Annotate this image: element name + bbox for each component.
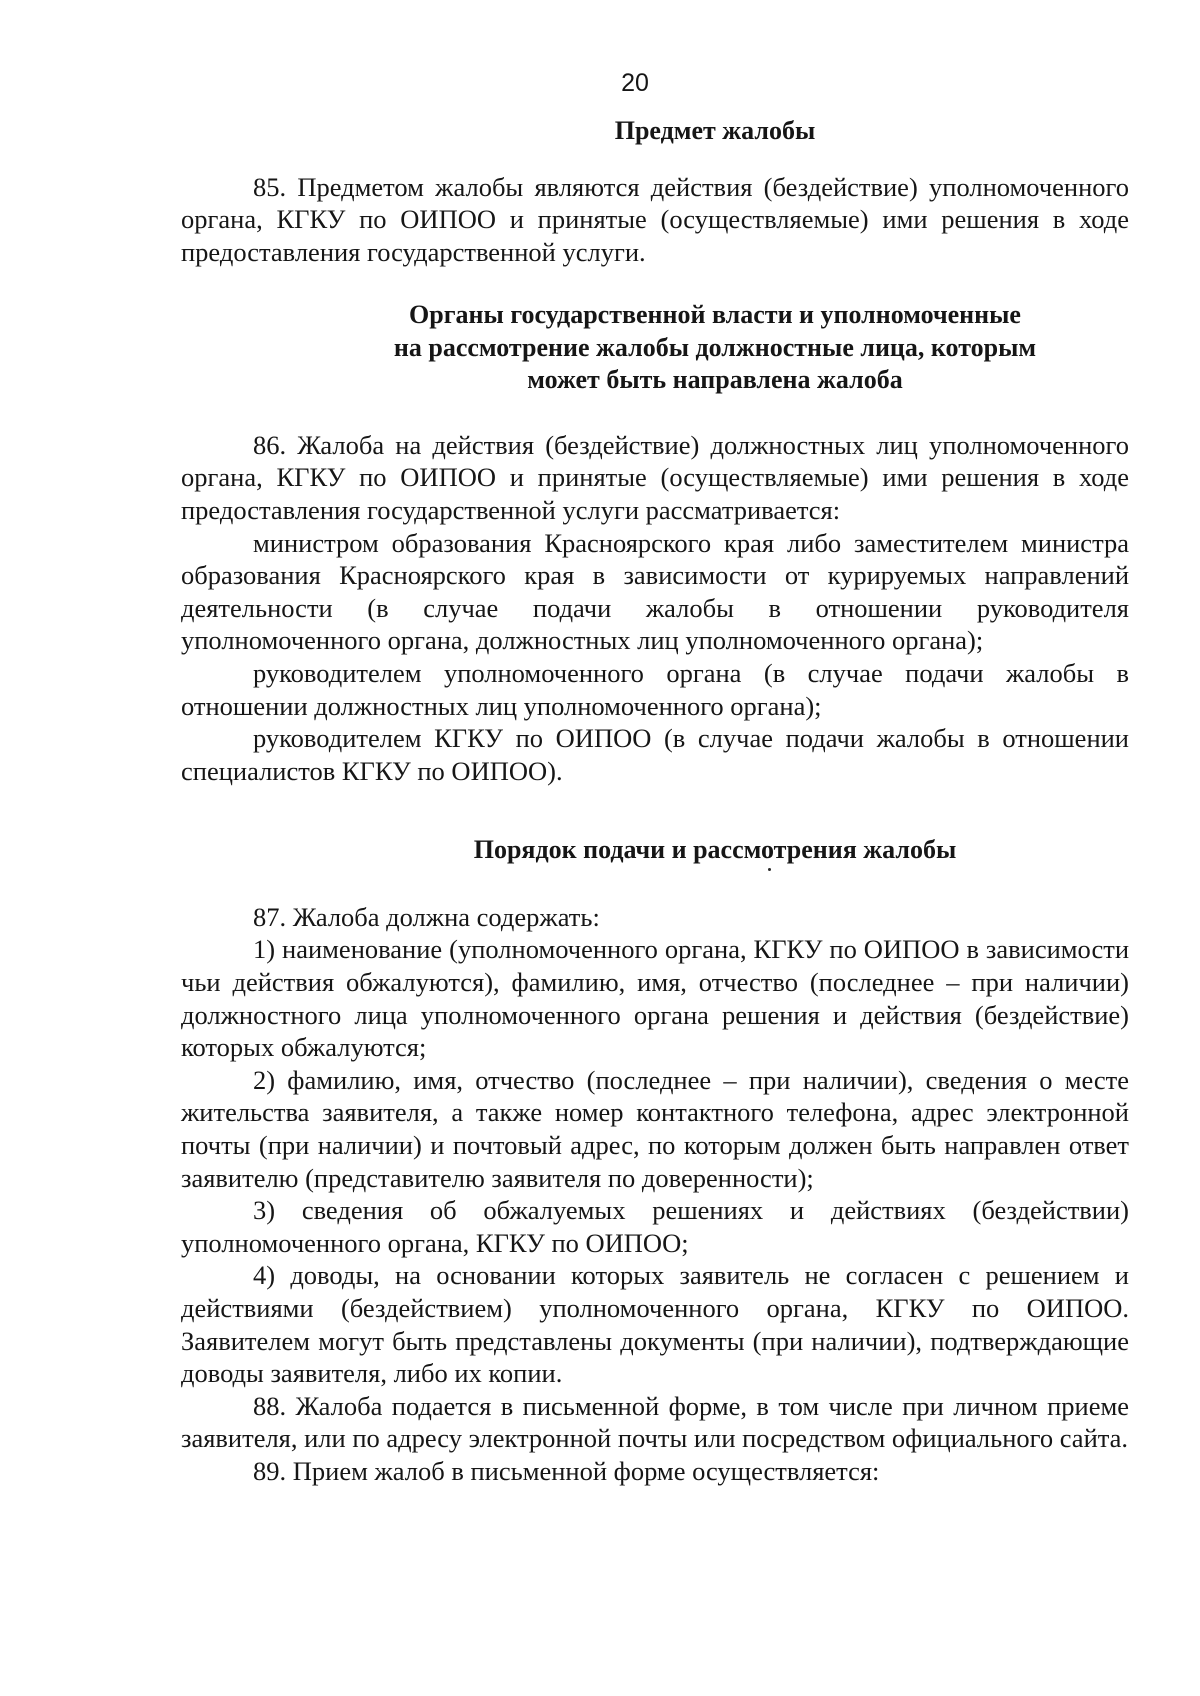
page-number: 20 <box>621 69 649 97</box>
heading-line: Органы государственной власти и уполномоченные <box>409 300 1021 330</box>
paragraph-86-minister: министром образования Красноярского края либо заместителем министра образования Красноярского края в зависимости от курируемых направлений деятельности (в случае подачи жалобы в отношении руководителя уполномоченного органа, должностных лиц уполномоченного органа); <box>181 527 1129 656</box>
paragraph-86-head-authority: руководителем уполномоченного органа (в случае подачи жалобы в отношении должностных лиц уполномоченного органа); <box>181 657 1129 721</box>
paragraph-85: 85. Предметом жалобы являются действия (бездействие) уполномоченного органа, КГКУ по ОИПОО и принятые (осуществляемые) ими решения в ходе предоставления государственной услуги. <box>181 171 1129 267</box>
paragraph-89: 89. Прием жалоб в письменной форме осуществляется: <box>253 1455 880 1486</box>
heading-line: может быть направлена жалоба <box>527 365 903 395</box>
paragraph-87: 87. Жалоба должна содержать: <box>253 901 600 932</box>
paragraph-86-head-kgku: руководителем КГКУ по ОИПОО (в случае подачи жалобы в отношении специалистов КГКУ по ОИПОО). <box>181 723 1129 786</box>
section-heading-complaint-subject: Предмет жалобы <box>614 116 816 145</box>
paragraph-87-item-1: 1) наименование (уполномоченного органа, КГКУ по ОИПОО в зависимости чьи действия обжалуются), фамилию, имя, отчество (последнее – при наличии) должностного лица уполномоченного органа решения и действия (бездействие) которых обжалуются; <box>181 934 1129 1063</box>
scan-speck <box>768 868 771 871</box>
paragraph-87-item-2: 2) фамилию, имя, отчество (последнее – при наличии), сведения о месте жительства заявителя, а также номер контактного телефона, адрес электронной почты (при наличии) и почтовый адрес, по которым должен быть направлен ответ заявителю (представителю заявителя по доверенности); <box>181 1064 1129 1193</box>
paragraph-87-item-3: 3) сведения об обжалуемых решениях и действиях (бездействии) уполномоченного органа, КГКУ по ОИПОО; <box>181 1195 1129 1258</box>
paragraph-86: 86. Жалоба на действия (бездействие) должностных лиц уполномоченного органа, КГКУ по ОИПОО и принятые (осуществляемые) ими решения в ходе предоставления государственной услуги рассматривается: <box>181 429 1129 525</box>
section-heading-filing-procedure: Порядок подачи и рассмотрения жалобы <box>473 835 957 865</box>
heading-line: на рассмотрение жалобы должностные лица, которым <box>393 332 1037 362</box>
document-body <box>181 115 1129 1488</box>
paragraph-87-item-4: 4) доводы, на основании которых заявитель не согласен с решением и действиями (бездействием) уполномоченного органа, КГКУ по ОИПОО. Заявителем могут быть представлены документы (при наличии), подтверждающие доводы заявителя, либо их копии. <box>181 1260 1129 1389</box>
paragraph-88: 88. Жалоба подается в письменной форме, в том числе при личном приеме заявителя, или по адресу электронной почты или посредством официального сайта. <box>181 1390 1129 1454</box>
section-heading-review-bodies <box>181 299 1129 397</box>
